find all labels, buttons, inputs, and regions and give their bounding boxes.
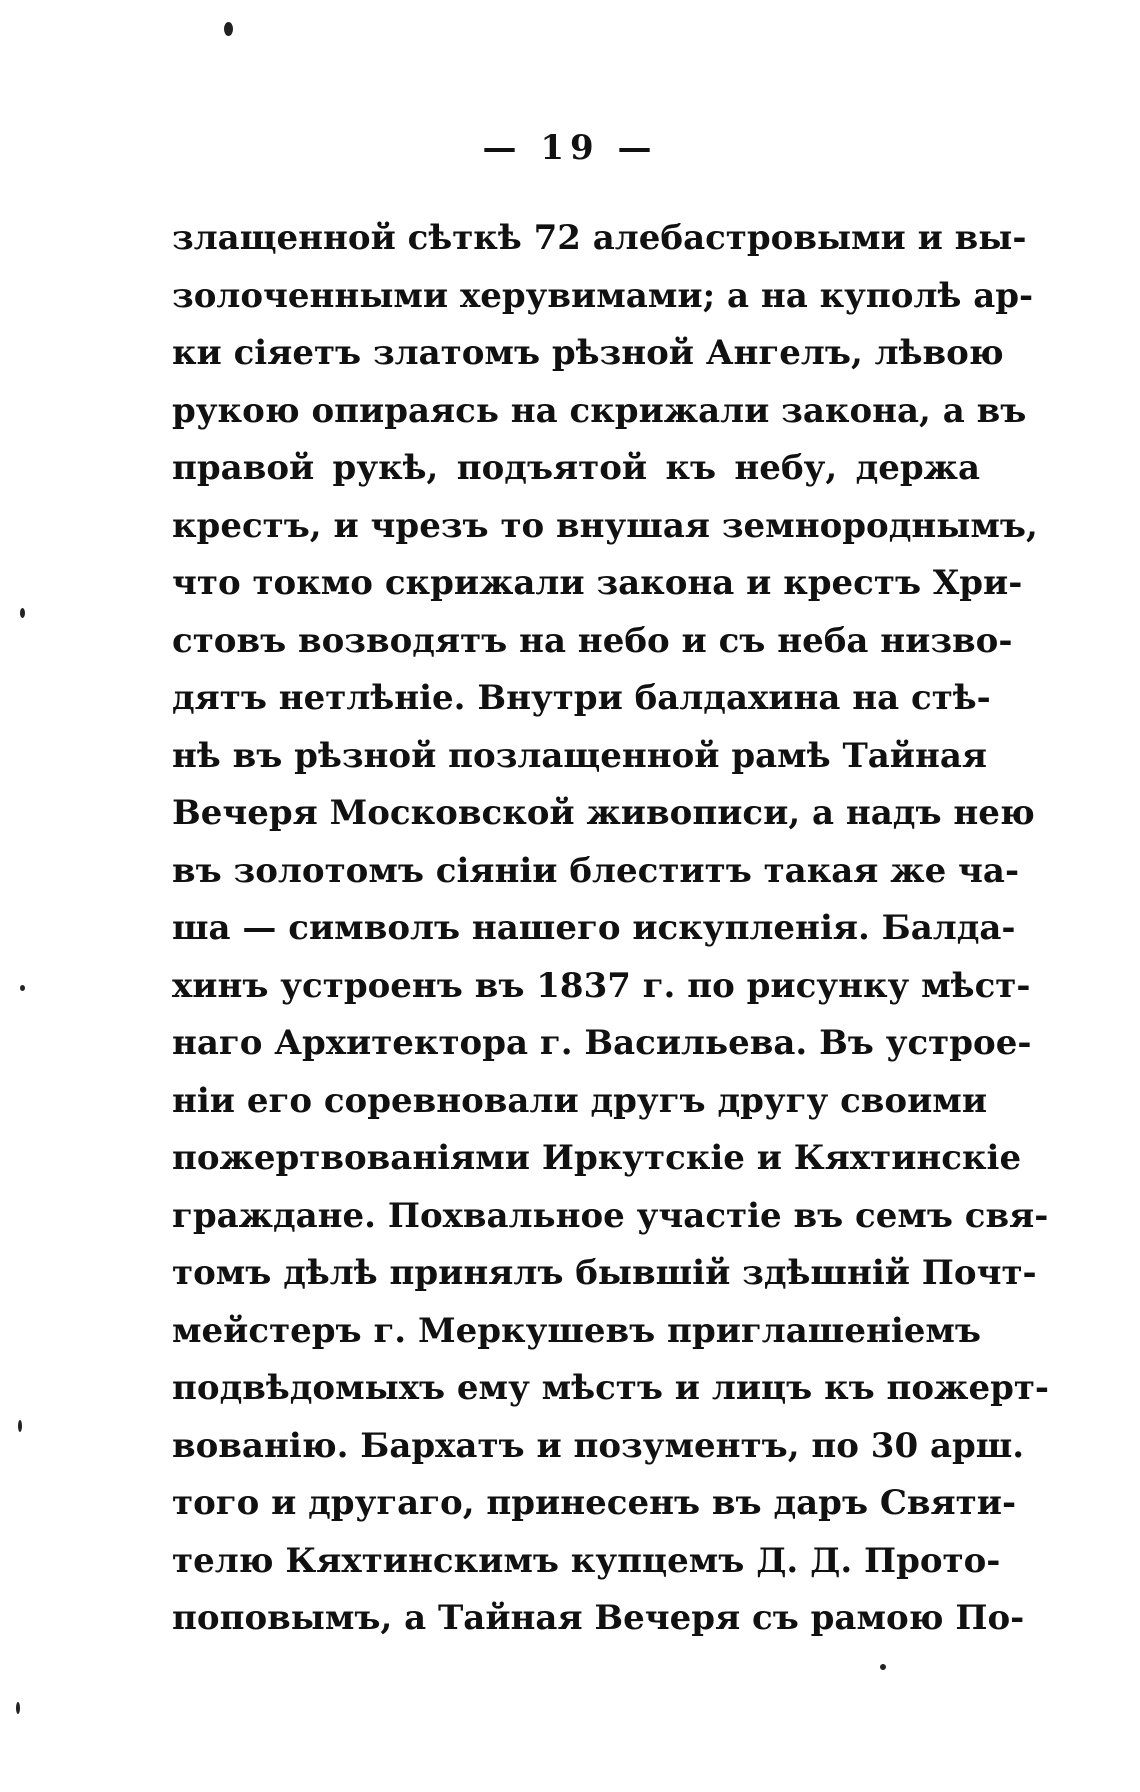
text-line: хинъ устроенъ въ 1837 г. по рисунку мѣст- (172, 965, 1031, 1006)
page-number: — 19 — (482, 128, 658, 168)
text-line: крестъ, и чрезъ то внушая земнороднымъ, (172, 505, 1038, 546)
text-line: нѣ въ рѣзной позлащенной рамѣ Тайная (172, 735, 988, 776)
ink-speck (880, 1664, 886, 1670)
text-line: что токмо скрижали закона и крестъ Хри- (172, 563, 1023, 603)
text-line: телю Кяхтинскимъ купцемъ Д. Д. Прото- (172, 1540, 1001, 1581)
text-line: поповымъ, а Тайная Вечеря съ рамою По- (172, 1598, 1025, 1638)
text-line: злащенной сѣткѣ 72 алебастровыми и вы- (172, 218, 1027, 258)
text-line: дятъ нетлѣніе. Внутри балдахина на стѣ- (172, 678, 991, 718)
ink-speck (224, 22, 233, 36)
text-line: вованію. Бархатъ и позументъ, по 30 арш. (172, 1425, 1025, 1466)
text-line: томъ дѣлѣ принялъ бывшій здѣшній Почт- (172, 1253, 1037, 1293)
text-line: наго Архитектора г. Васильева. Въ устрое- (172, 1023, 1032, 1063)
text-line: Вечеря Московской живописи, а надъ нею (172, 793, 1035, 833)
text-line: граждане. Похвальное участіе въ семъ свя- (172, 1195, 1049, 1236)
text-line: золоченными херувимами; а на куполѣ ар- (172, 275, 1034, 316)
text-line: подвѣдомыхъ ему мѣстъ и лицъ къ пожерт- (172, 1368, 1050, 1408)
text-line: стовъ возводятъ на небо и съ неба низво- (172, 620, 1013, 661)
text-line: того и другаго, принесенъ въ даръ Святи- (172, 1483, 1017, 1523)
ink-speck (18, 1420, 22, 1432)
ink-speck (20, 985, 25, 991)
text-line: правой рукѣ, подъятой къ небу, держа (172, 448, 980, 488)
ink-speck (16, 1702, 20, 1714)
body-text (172, 210, 1050, 1648)
text-line: рукою опираясь на скрижали закона, а въ (172, 390, 1027, 431)
text-line: въ золотомъ сіяніи блеститъ такая же ча- (172, 850, 1020, 891)
text-line: мейстеръ г. Меркушевъ приглашеніемъ (172, 1310, 981, 1351)
text-line: ніи его соревновали другъ другу своими (172, 1080, 988, 1121)
text-line: ша — символъ нашего искупленія. Балда- (172, 908, 1016, 948)
text-line: ки сіяетъ златомъ рѣзной Ангелъ, лѣвою (172, 333, 1004, 373)
text-line: пожертвованіями Иркутскіе и Кяхтинскіе (172, 1138, 1022, 1178)
ink-speck (20, 608, 25, 618)
